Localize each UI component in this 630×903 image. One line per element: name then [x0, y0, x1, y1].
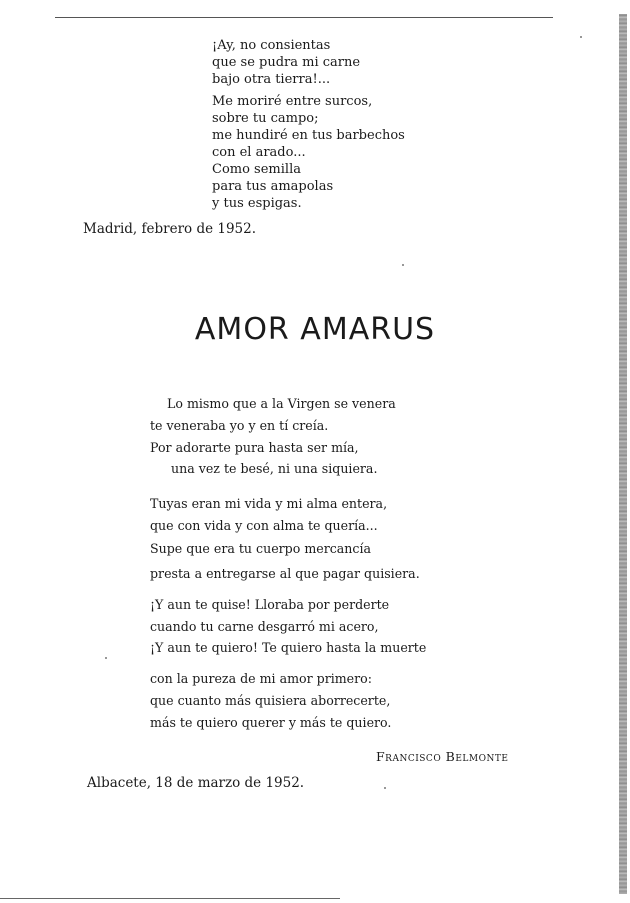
- verse-line: Como semilla: [212, 162, 301, 177]
- verse-line: me hundiré en tus barbechos: [212, 128, 405, 143]
- verse-line: Por adorarte pura hasta ser mía,: [150, 440, 359, 455]
- verse-line: una vez te besé, ni una siquiera.: [171, 461, 378, 476]
- verse-line: Tuyas eran mi vida y mi alma entera,: [150, 496, 388, 511]
- verse-line: ¡Y aun te quiero! Te quiero hasta la muerte: [150, 640, 427, 655]
- verse-line: Lo mismo que a la Virgen se venera: [167, 396, 396, 411]
- scan-speck: [384, 787, 386, 789]
- verse-line: cuando tu carne desgarró mi acero,: [150, 619, 379, 634]
- poem2-dateline: Albacete, 18 de marzo de 1952.: [87, 775, 305, 791]
- verse-line: con la pureza de mi amor primero:: [150, 671, 372, 686]
- verse-line: ¡Ay, no consientas: [212, 38, 331, 53]
- verse-line: y tus espigas.: [212, 196, 302, 211]
- verse-line: que cuanto más quisiera aborrecerte,: [150, 693, 391, 708]
- verse-line: que con vida y con alma te quería...: [150, 518, 378, 533]
- verse-line: bajo otra tierra!...: [212, 72, 331, 87]
- author-signature: Francisco Belmonte: [376, 749, 509, 764]
- verse-line: con el arado...: [212, 145, 306, 160]
- poem1-dateline: Madrid, febrero de 1952.: [83, 221, 257, 237]
- verse-line: te veneraba yo y en tí creía.: [150, 418, 329, 433]
- top-rule: [55, 17, 553, 18]
- verse-line: que se pudra mi carne: [212, 55, 361, 70]
- verse-line: más te quiero querer y más te quiero.: [150, 715, 392, 730]
- verse-line: Me moriré entre surcos,: [212, 94, 373, 109]
- poem1-stanza-2: [212, 93, 405, 212]
- verse-line: ¡Y aun te quise! Lloraba por perderte: [150, 597, 390, 612]
- verse-line: sobre tu campo;: [212, 111, 319, 126]
- verse-line: para tus amapolas: [212, 179, 334, 194]
- scan-edge: [619, 14, 627, 894]
- verse-line: presta a entregarse al que pagar quisiera.: [150, 566, 420, 581]
- scan-speck: [580, 36, 582, 38]
- poem-title: AMOR AMARUS: [194, 312, 436, 347]
- verse-line: Supe que era tu cuerpo mercancía: [150, 541, 372, 556]
- scan-speck: [402, 264, 404, 266]
- scan-speck: [105, 657, 107, 659]
- bottom-rule: [0, 898, 340, 899]
- poem1-stanza-1: [212, 37, 360, 88]
